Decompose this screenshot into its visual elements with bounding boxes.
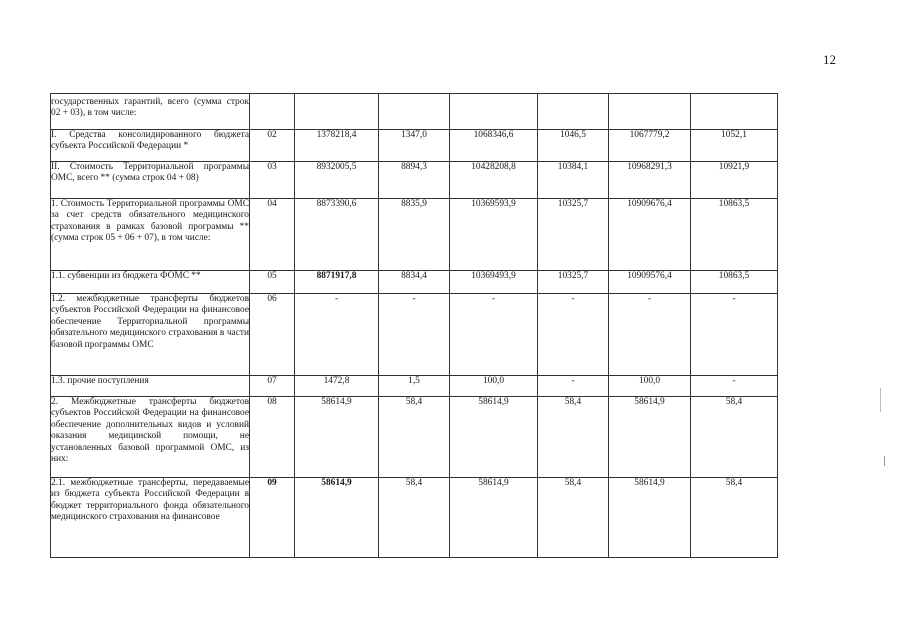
- value-cell: 58,4: [538, 397, 609, 478]
- value-cell: 58614,9: [450, 478, 538, 558]
- value-cell: -: [538, 376, 609, 397]
- table-row: [51, 478, 778, 558]
- row-code: 09: [250, 478, 295, 558]
- value-cell: 10909676,4: [609, 199, 691, 271]
- value-cell: 58,4: [379, 478, 450, 558]
- row-description: 1.1. субвенции из бюджета ФОМС **: [51, 271, 250, 294]
- row-code: 06: [250, 294, 295, 376]
- row-description: 2. Межбюджетные трансферты бюджетов субъектов Российской Федерации на финансовое обеспечение дополнительных видов и условий оказания медицинской помощи, не установленных базовой программой ОМС, из них:: [51, 397, 250, 478]
- value-cell: 1052,1: [691, 130, 778, 162]
- value-cell: 58,4: [379, 397, 450, 478]
- value-cell: 58614,9: [450, 397, 538, 478]
- value-cell: [379, 94, 450, 130]
- row-description: II. Стоимость Территориальной программы ОМС, всего ** (сумма строк 04 + 08): [51, 162, 250, 199]
- row-code: 03: [250, 162, 295, 199]
- table-row: [51, 397, 778, 478]
- value-cell: [609, 94, 691, 130]
- table-row: [51, 162, 778, 199]
- value-cell: 10921,9: [691, 162, 778, 199]
- row-code: 08: [250, 397, 295, 478]
- value-cell: 10909576,4: [609, 271, 691, 294]
- table-row: [51, 271, 778, 294]
- row-code: [250, 94, 295, 130]
- value-cell: 8873390,6: [295, 199, 379, 271]
- value-cell: 58614,9: [295, 397, 379, 478]
- page-number: 12: [823, 52, 836, 67]
- value-cell: 58,4: [538, 478, 609, 558]
- value-cell: 10325,7: [538, 199, 609, 271]
- value-cell: -: [450, 294, 538, 376]
- value-cell: -: [691, 376, 778, 397]
- scan-artifact-line: [884, 456, 885, 466]
- row-code: 02: [250, 130, 295, 162]
- value-cell: 1347,0: [379, 130, 450, 162]
- value-cell: 8834,4: [379, 271, 450, 294]
- table-row: [51, 376, 778, 397]
- value-cell: [691, 94, 778, 130]
- budget-table: [50, 93, 778, 558]
- scan-artifact-line: [880, 388, 881, 412]
- value-cell: 58614,9: [295, 478, 379, 558]
- table-row: [51, 130, 778, 162]
- value-cell: 10428208,8: [450, 162, 538, 199]
- table-body: [51, 94, 778, 558]
- value-cell: 8932005,5: [295, 162, 379, 199]
- value-cell: 10863,5: [691, 271, 778, 294]
- value-cell: 10863,5: [691, 199, 778, 271]
- value-cell: 8871917,8: [295, 271, 379, 294]
- value-cell: 58,4: [691, 397, 778, 478]
- value-cell: 100,0: [609, 376, 691, 397]
- value-cell: 58,4: [691, 478, 778, 558]
- value-cell: -: [379, 294, 450, 376]
- value-cell: [295, 94, 379, 130]
- value-cell: -: [609, 294, 691, 376]
- value-cell: 1378218,4: [295, 130, 379, 162]
- value-cell: 8894,3: [379, 162, 450, 199]
- value-cell: -: [691, 294, 778, 376]
- value-cell: 1472,8: [295, 376, 379, 397]
- row-description: 1. Стоимость Территориальной программы ОМС за счет средств обязательного медицинского страхования в рамках базовой программы ** (сумма строк 05 + 06 + 07), в том числе:: [51, 199, 250, 271]
- value-cell: -: [295, 294, 379, 376]
- value-cell: 58614,9: [609, 397, 691, 478]
- row-description: государственных гарантий, всего (сумма строк 02 + 03), в том числе:: [51, 94, 250, 130]
- value-cell: -: [538, 294, 609, 376]
- row-code: 07: [250, 376, 295, 397]
- row-description: 1.2. межбюджетные трансферты бюджетов субъектов Российской Федерации на финансовое обеспечение Территориальной программы обязательного медицинского страхования в части базовой программы ОМС: [51, 294, 250, 376]
- value-cell: 10325,7: [538, 271, 609, 294]
- value-cell: 10384,1: [538, 162, 609, 199]
- row-code: 05: [250, 271, 295, 294]
- value-cell: 58614,9: [609, 478, 691, 558]
- value-cell: 10369593,9: [450, 199, 538, 271]
- value-cell: 10968291,3: [609, 162, 691, 199]
- value-cell: 8835,9: [379, 199, 450, 271]
- value-cell: 10369493,9: [450, 271, 538, 294]
- value-cell: 1046,5: [538, 130, 609, 162]
- row-description: 2.1. межбюджетные трансферты, передаваемые из бюджета субъекта Российской Федерации в бюджет территориального фонда обязательного медицинского страхования на финансовое: [51, 478, 250, 558]
- row-description: 1.3. прочие поступления: [51, 376, 250, 397]
- row-code: 04: [250, 199, 295, 271]
- value-cell: [450, 94, 538, 130]
- value-cell: [538, 94, 609, 130]
- row-description: I. Средства консолидированного бюджета субъекта Российской Федерации *: [51, 130, 250, 162]
- table-row: [51, 294, 778, 376]
- table-row: [51, 94, 778, 130]
- value-cell: 1,5: [379, 376, 450, 397]
- value-cell: 1068346,6: [450, 130, 538, 162]
- table-row: [51, 199, 778, 271]
- value-cell: 1067779,2: [609, 130, 691, 162]
- value-cell: 100,0: [450, 376, 538, 397]
